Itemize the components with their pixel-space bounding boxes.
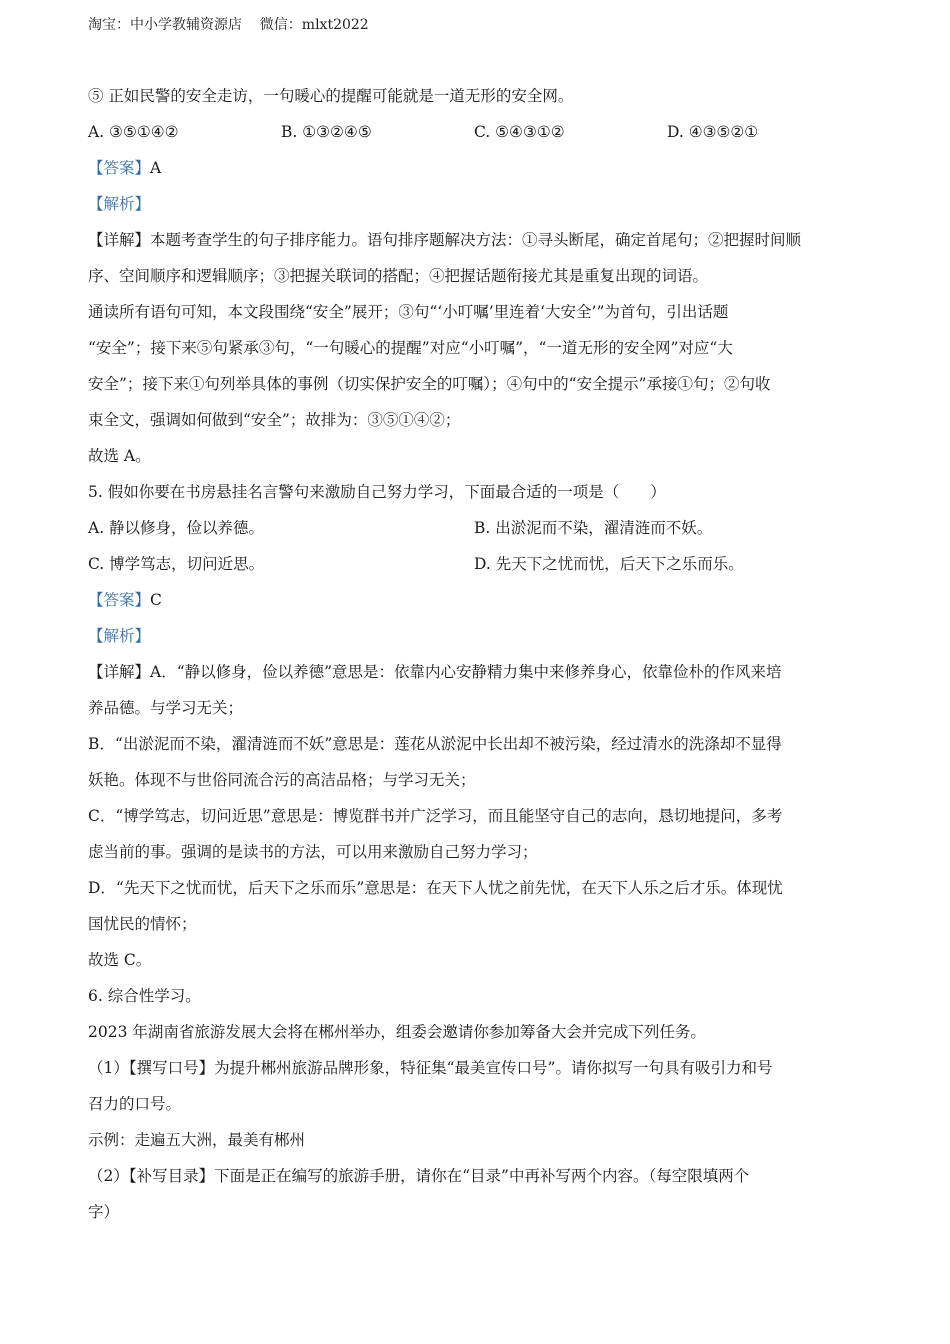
q4-detail-line: 序、空间顺序和逻辑顺序；③把握关联词的搭配；④把握话题衔接尤其是重复出现的词语。 <box>88 267 709 285</box>
q5-detail-line: 【详解】A．“静以修身，俭以养德”意思是：依靠内心安静精力集中来修养身心，依靠俭朴的作风来培 <box>88 663 782 681</box>
q4-detail-line: 【详解】本题考查学生的句子排序能力。语句排序题解决方法：①寻头断尾，确定首尾句；②把握时间顺 <box>88 231 802 249</box>
q6-task-1-cont: 召力的口号。 <box>88 1095 182 1113</box>
q4-option-b: B. ①③②④⑤ <box>281 123 372 141</box>
q5-option-d: D. 先天下之忧而忧，后天下之乐而乐。 <box>474 555 744 573</box>
q5-option-c: C. 博学笃志，切问近思。 <box>88 555 265 573</box>
q6-task-1: （1）【撰写口号】为提升郴州旅游品牌形象，特征集“最美宣传口号”。请你拟写一句具有吸引力和号 <box>88 1059 773 1077</box>
q5-option-b: B. 出淤泥而不染，濯清涟而不妖。 <box>474 519 713 537</box>
q5-answer <box>88 582 860 618</box>
q5-detail-line: 国忧民的情怀； <box>88 915 197 933</box>
q5-detail-line: C．“博学笃志，切问近思”意思是：博览群书并广泛学习，而且能坚守自己的志向，恳切地提问，多考 <box>88 807 783 825</box>
q5-question: 5. 假如你要在书房悬挂名言警句来激励自己努力学习，下面最合适的一项是（ ） <box>88 483 666 501</box>
q5-options-row-1 <box>88 510 860 546</box>
page-header: 淘宝：中小学教辅资源店 微信：mlxt2022 <box>88 17 369 33</box>
q4-detail-line: “安全”；接下来⑤句紧承③句，“一句暖心的提醒”对应“小叮嘱”，“一道无形的安全网”对应“大 <box>88 339 733 357</box>
q4-option-d: D. ④③⑤②① <box>667 123 759 141</box>
q6-intro: 2023 年湖南省旅游发展大会将在郴州举办，组委会邀请你参加筹备大会并完成下列任务。 <box>88 1023 706 1041</box>
q4-detail-line: 安全”；接下来①句列举具体的事例（切实保护安全的叮嘱）；④句中的“安全提示”承接①句；②句收 <box>88 375 771 393</box>
q4-analysis-tag: 【解析】 <box>88 195 151 213</box>
q5-conclusion: 故选 C。 <box>88 951 152 969</box>
q5-option-a: A. 静以修身，俭以养德。 <box>88 519 265 537</box>
q5-detail-line: B．“出淤泥而不染，濯清涟而不妖”意思是：莲花从淤泥中长出却不被污染，经过清水的洗涤却不显得 <box>88 735 782 753</box>
answer-tag: 【答案】 <box>88 159 151 177</box>
q5-detail-line: D．“先天下之忧而忧，后天下之乐而乐”意思是：在天下人忧之前先忧，在天下人乐之后才乐。体现忧 <box>88 879 783 897</box>
q4-option-a: A. ③⑤①④② <box>88 123 179 141</box>
q6-title: 6. 综合性学习。 <box>88 987 201 1005</box>
q4-answer <box>88 150 860 186</box>
q4-detail-line: 束全文，强调如何做到“安全”；故排为：③⑤①④②； <box>88 411 461 429</box>
answer-value: A <box>150 159 162 177</box>
q4-conclusion: 故选 A。 <box>88 447 151 465</box>
answer-tag: 【答案】 <box>88 591 151 609</box>
q6-example: 示例：走遍五大洲，最美有郴州 <box>88 1131 306 1149</box>
q6-task-2-cont: 字） <box>88 1203 120 1221</box>
q5-detail-line: 养品德。与学习无关； <box>88 699 244 717</box>
q4-option-c: C. ⑤④③①② <box>474 123 565 141</box>
q5-options-row-2 <box>88 546 860 582</box>
answer-value: C <box>150 591 162 609</box>
q5-detail-line: 虑当前的事。强调的是读书的方法，可以用来激励自己努力学习； <box>88 843 538 861</box>
q4-options <box>88 114 860 150</box>
q6-task-2: （2）【补写目录】下面是正在编写的旅游手册，请你在“目录”中再补写两个内容。（每空限填两个 <box>88 1167 750 1185</box>
q5-detail-line: 妖艳。体现不与世俗同流合污的高洁品格；与学习无关； <box>88 771 476 789</box>
q4-detail-line: 通读所有语句可知，本文段围绕“安全”展开；③句“‘小叮嘱’里连着‘大安全’”为首句，引出话题 <box>88 303 729 321</box>
document-body <box>88 78 860 1230</box>
sentence-5: ⑤ 正如民警的安全走访，一句暖心的提醒可能就是一道无形的安全网。 <box>88 87 574 105</box>
q5-analysis-tag: 【解析】 <box>88 627 151 645</box>
